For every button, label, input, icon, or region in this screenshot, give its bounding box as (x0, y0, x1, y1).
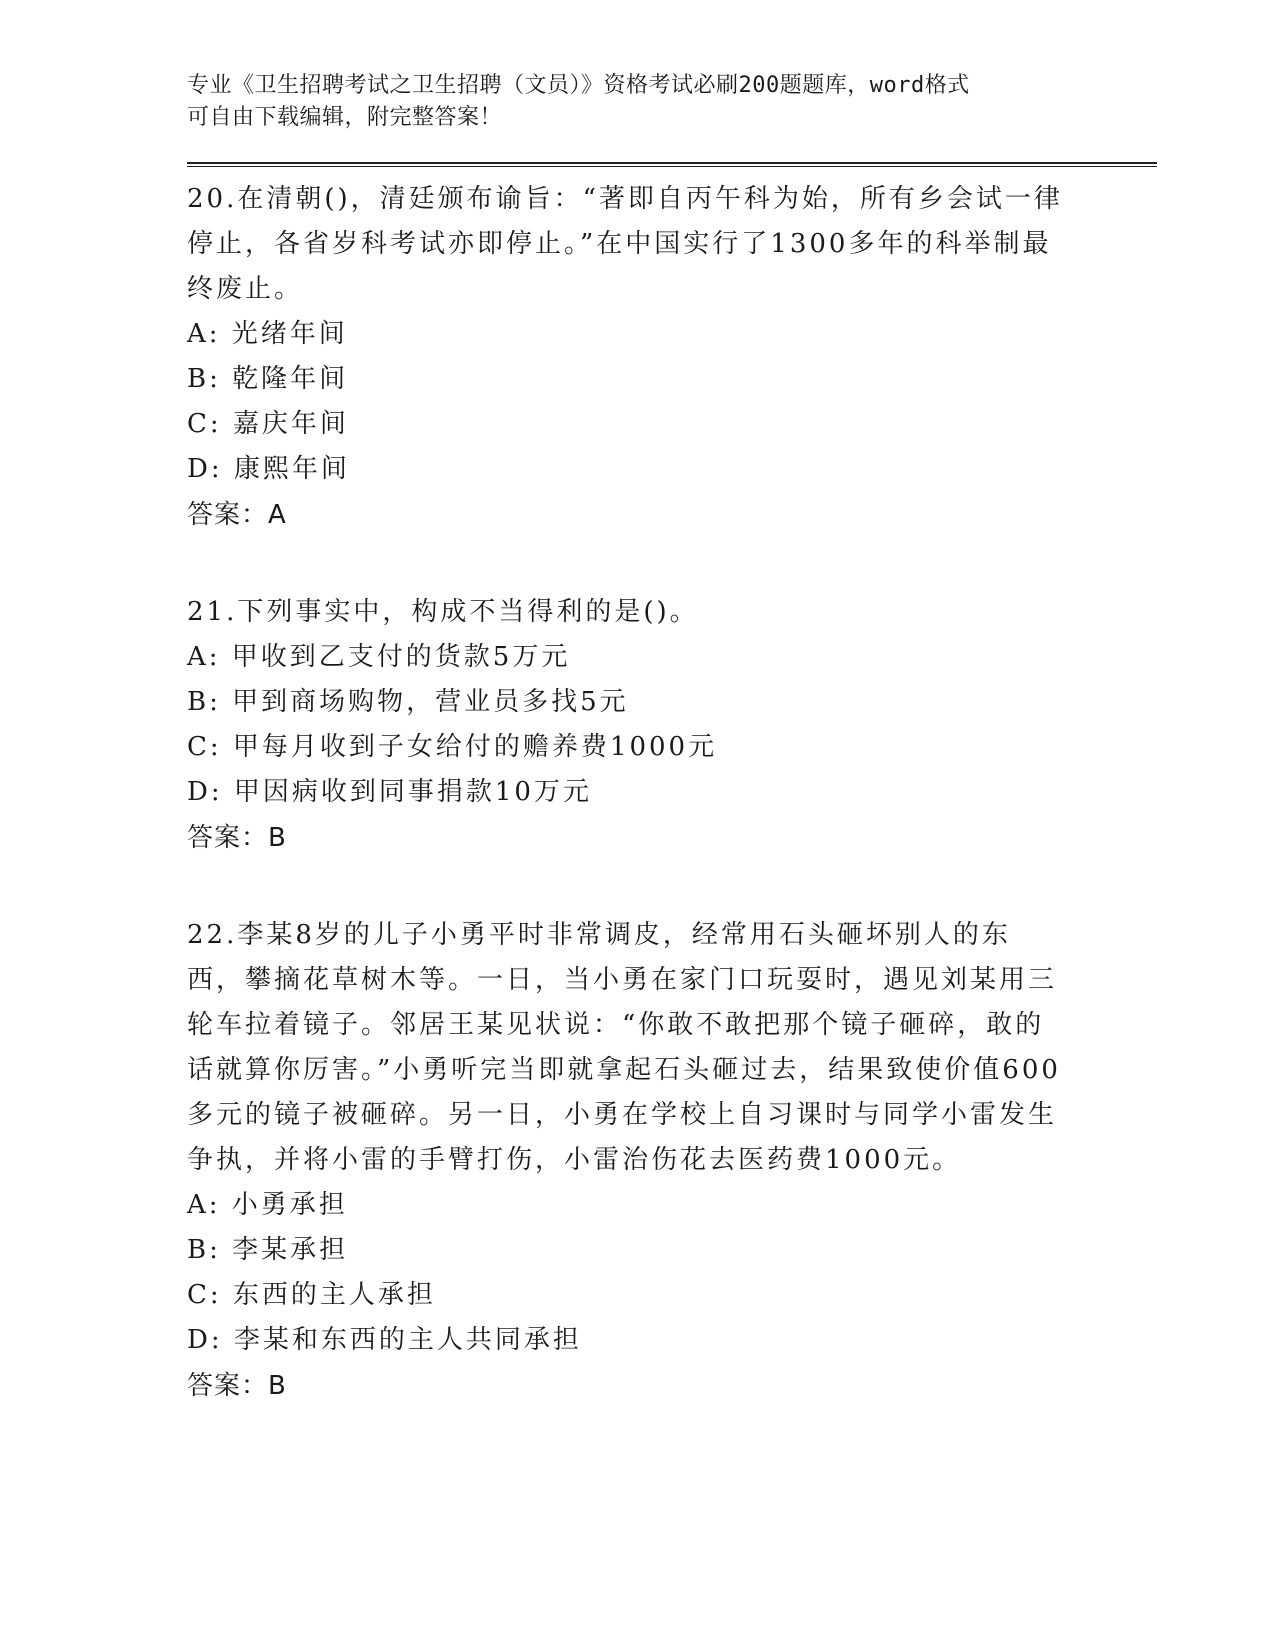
document-page (187, 70, 1157, 1409)
option-a: A: 光绪年间 (187, 319, 348, 349)
option-b: B: 甲到商场购物，营业员多找5元 (187, 687, 629, 717)
answer-label: 答案：B (187, 1371, 287, 1401)
option-c: C: 东西的主人承担 (187, 1280, 436, 1310)
option-a: A: 甲收到乙支付的货款5万元 (187, 642, 571, 672)
question-block (187, 177, 1067, 538)
option-a: A: 小勇承担 (187, 1190, 348, 1220)
question-block (187, 913, 1067, 1409)
answer-label: 答案：A (187, 500, 287, 530)
question-stem: 22.李某8岁的儿子小勇平时非常调皮，经常用石头砸坏别人的东西，攀摘花草树木等。一日，当小勇在家门口玩耍时，遇见刘某用三轮车拉着镜子。邻居王某见状说：“你敢不敢把那个镜子砸碎，敢的话就算你厉害。”小勇听完当即就拿起石头砸过去，结果致使价值600多元的镜子被砸碎。另一日，小勇在学校上自习课时与同学小雷发生争执，并将小雷的手臂打伤，小雷治伤花去医药费1000元。 (187, 920, 1061, 1175)
document-header (187, 70, 1067, 134)
header-line-1: 专业《卫生招聘考试之卫生招聘（文员）》资格考试必刷200题题库，word格式 (187, 73, 970, 98)
question-stem: 20.在清朝()，清廷颁布谕旨：“著即自丙午科为始，所有乡会试一律停止，各省岁科考试亦即停止。”在中国实行了1300多年的科举制最终废止。 (187, 184, 1063, 304)
header-line-2: 可自由下载编辑，附完整答案！ (187, 105, 503, 130)
option-d: D: 甲因病收到同事捐款10万元 (187, 777, 592, 807)
header-divider (187, 162, 1157, 167)
question-stem: 21.下列事实中，构成不当得利的是()。 (187, 597, 699, 627)
option-d: D: 康熙年间 (187, 454, 350, 484)
option-d: D: 李某和东西的主人共同承担 (187, 1325, 582, 1355)
option-c: C: 嘉庆年间 (187, 409, 349, 439)
question-block (187, 590, 1067, 861)
option-b: B: 乾隆年间 (187, 364, 349, 394)
option-c: C: 甲每月收到子女给付的赡养费1000元 (187, 732, 718, 762)
option-b: B: 李某承担 (187, 1235, 349, 1265)
answer-label: 答案：B (187, 823, 287, 853)
